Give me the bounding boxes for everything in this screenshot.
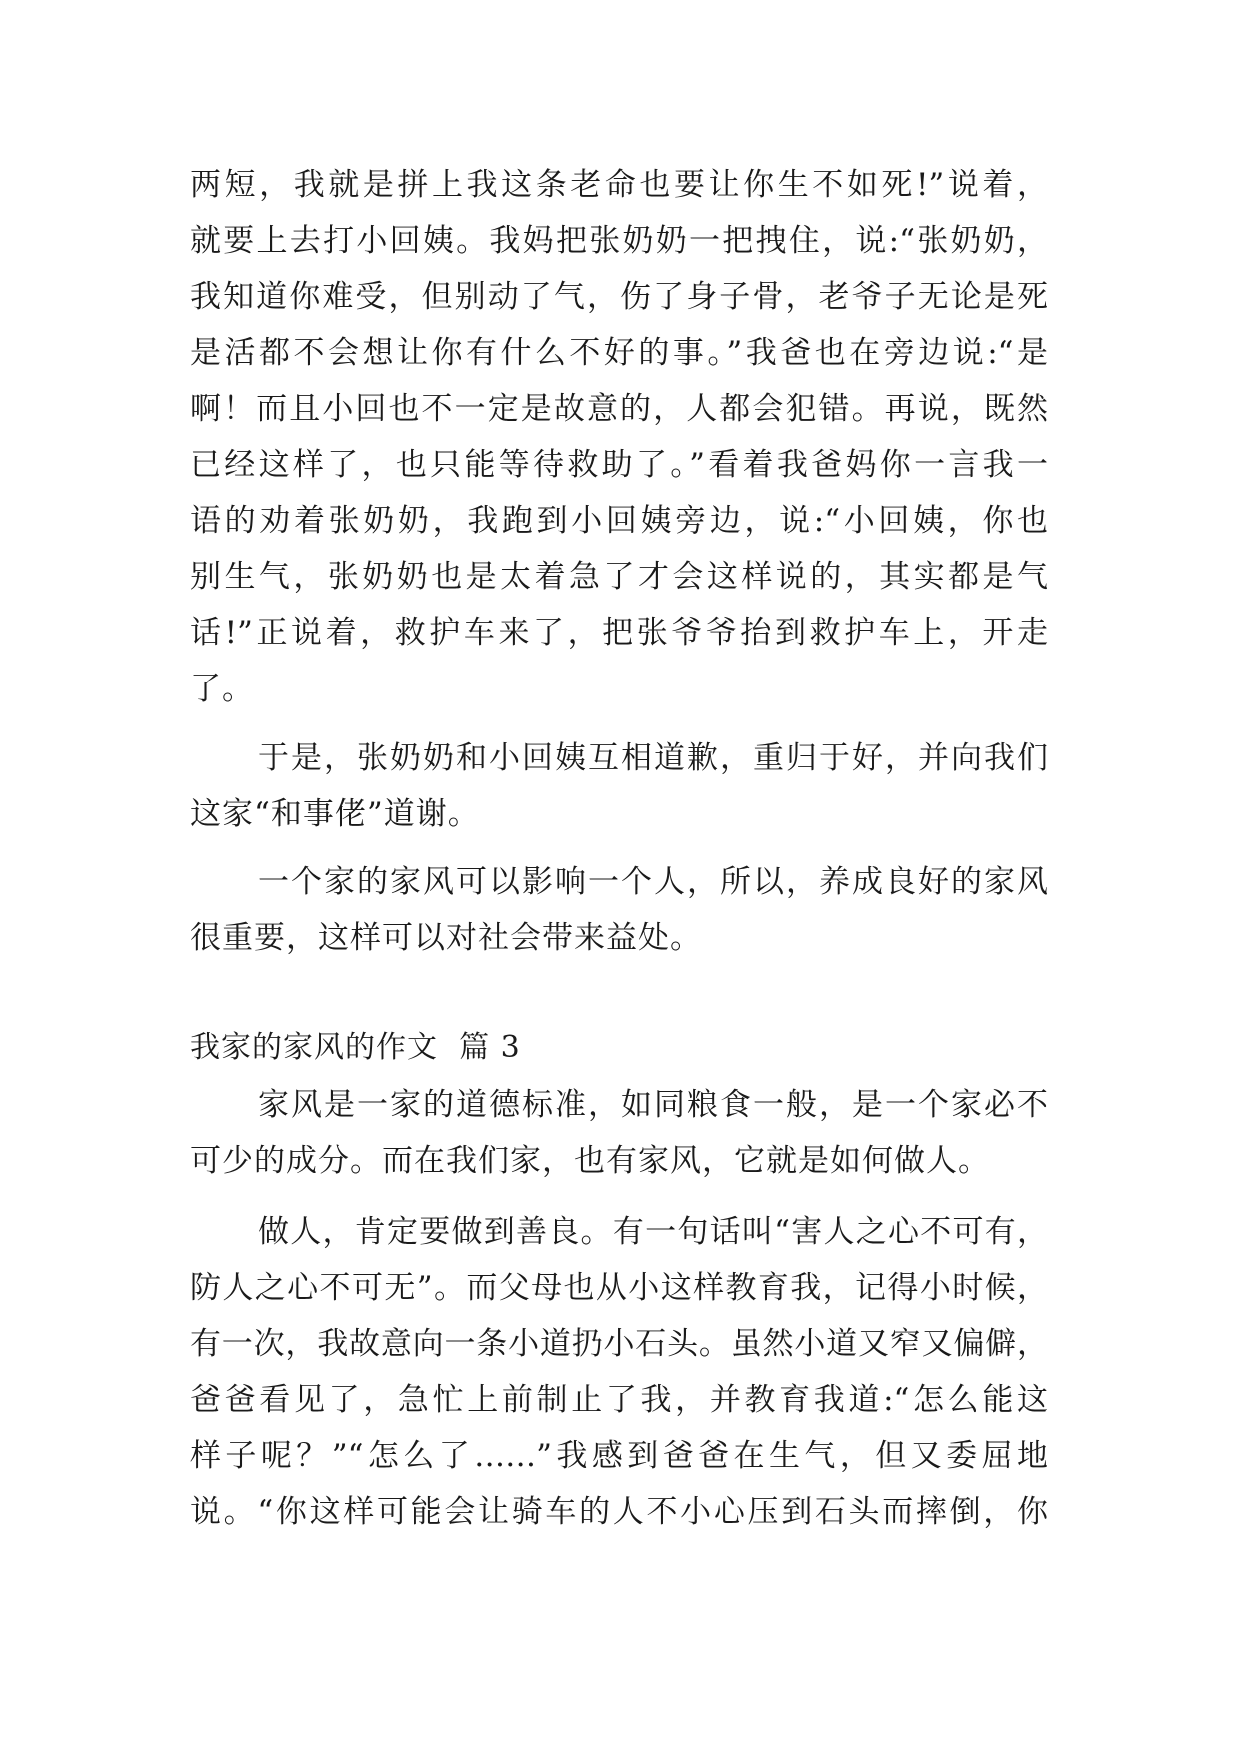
text-line: 可少的成分。而在我们家，也有家风，它就是如何做人。	[190, 1143, 990, 1179]
text-line: 啊！而且小回也不一定是故意的，人都会犯错。再说，既然	[190, 391, 1048, 427]
text-line: 语的劝着张奶奶，我跑到小回姨旁边，说:“小回姨，你也	[190, 503, 1048, 539]
text-line: 一个家的家风可以影响一个人，所以，养成良好的家风	[258, 864, 1048, 900]
text-line: 说。“你这样可能会让骑车的人不小心压到石头而摔倒，你	[190, 1494, 1048, 1530]
text-line: 这家“和事佬”道谢。	[190, 796, 480, 832]
text-line: 话!”正说着，救护车来了，把张爷爷抬到救护车上，开走	[190, 615, 1048, 651]
text-line: 了。	[190, 671, 254, 707]
text-line: 已经这样了，也只能等待救助了。”看着我爸妈你一言我一	[190, 447, 1048, 483]
text-line: 有一次，我故意向一条小道扔小石头。虽然小道又窄又偏僻，	[190, 1326, 1048, 1362]
text-line: 很重要，这样可以对社会带来益处。	[190, 920, 702, 956]
text-line: 是活都不会想让你有什么不好的事。”我爸也在旁边说:“是	[190, 335, 1048, 371]
text-line: 于是，张奶奶和小回姨互相道歉，重归于好，并向我们	[258, 740, 1048, 776]
text-line: 别生气，张奶奶也是太着急了才会这样说的，其实都是气	[190, 559, 1048, 595]
text-line: 就要上去打小回姨。我妈把张奶奶一把拽住，说:“张奶奶，	[190, 223, 1048, 259]
text-line: 样子呢？”“怎么了……”我感到爸爸在生气，但又委屈地	[190, 1438, 1048, 1474]
text-line: 爸爸看见了，急忙上前制止了我，并教育我道:“怎么能这	[190, 1382, 1048, 1418]
text-line: 两短，我就是拼上我这条老命也要让你生不如死!”说着，	[190, 167, 1048, 203]
text-line: 做人，肯定要做到善良。有一句话叫“害人之心不可有，	[258, 1214, 1048, 1250]
section-title: 我家的家风的作文 篇 3	[190, 1030, 521, 1065]
text-line: 家风是一家的道德标准，如同粮食一般，是一个家必不	[258, 1087, 1048, 1123]
text-line: 防人之心不可无”。而父母也从小这样教育我，记得小时候，	[190, 1270, 1048, 1306]
text-line: 我知道你难受，但别动了气，伤了身子骨，老爷子无论是死	[190, 279, 1048, 315]
